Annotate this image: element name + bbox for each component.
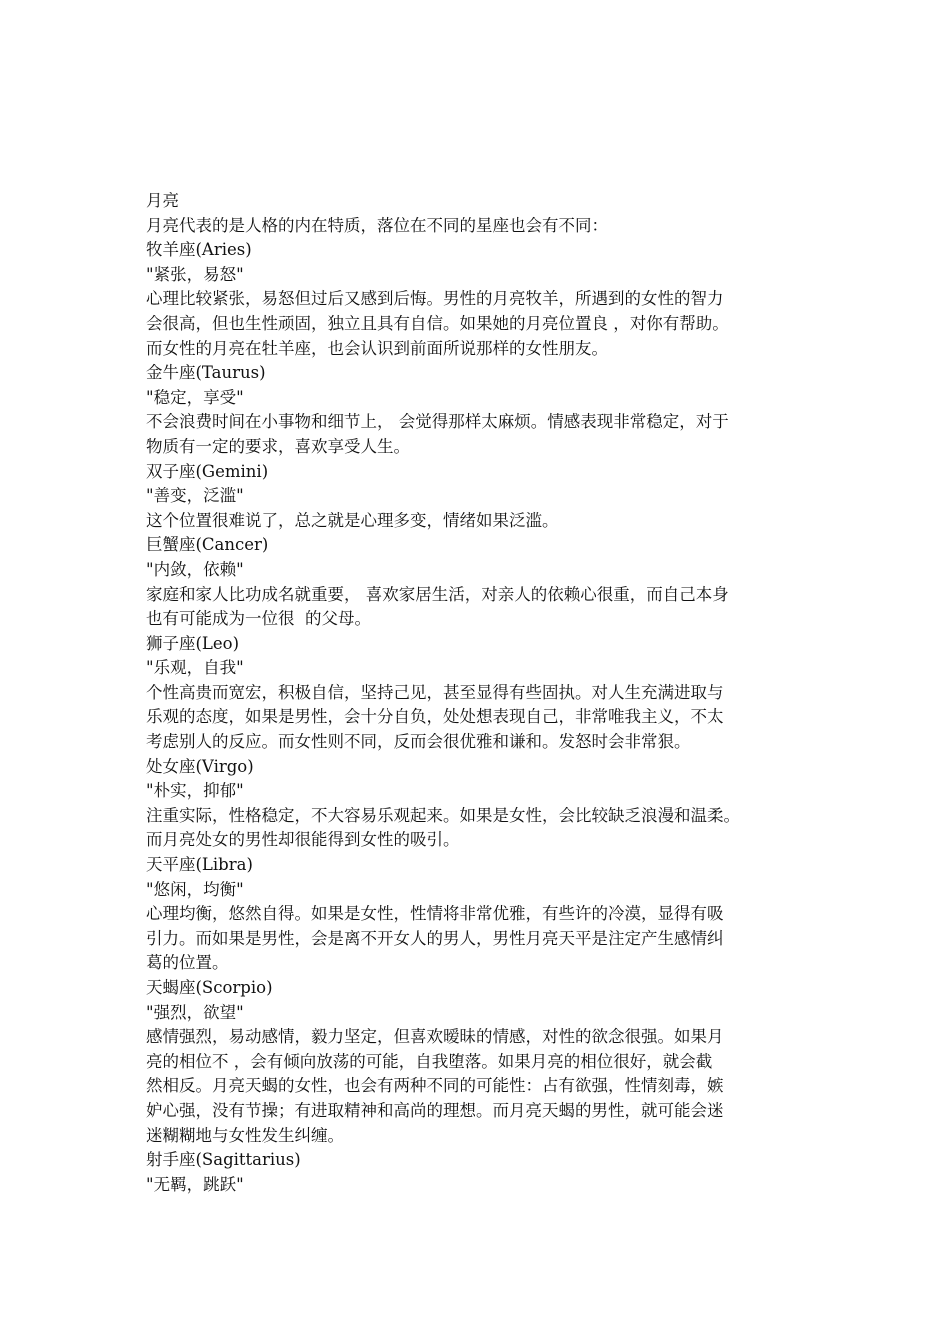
- sign-section: [146, 533, 814, 631]
- sign-description-line: 妒心强，没有节操；有进取精神和高尚的理想。而月亮天蝎的男性，就可能会迷: [146, 1100, 724, 1120]
- sign-section: [146, 853, 814, 976]
- sign-description-line: 家庭和家人比功成名就重要， 喜欢家居生活，对亲人的依赖心很重，而自己本身: [146, 584, 729, 604]
- sign-section: [146, 361, 814, 459]
- sign-description-line: 引力。而如果是男性，会是离不开女人的男人，男性月亮天平是注定产生感情纠: [146, 928, 724, 948]
- sign-keywords: "朴实，抑郁": [146, 781, 244, 801]
- sign-description-line: 会很高，但也生性顽固，独立且具有自信。如果她的月亮位置良 ，对你有帮助。: [146, 313, 729, 333]
- sign-name: 双子座(Gemini): [146, 461, 269, 481]
- sign-description-line: 这个位置很难说了，总之就是心理多变，情绪如果泛滥。: [146, 510, 559, 530]
- sign-keywords: "乐观，自我": [146, 658, 244, 678]
- sign-description-line: 感情强烈，易动感情，毅力坚定，但喜欢暧昧的情感，对性的欲念很强。如果月: [146, 1027, 724, 1047]
- sign-keywords: "善变，泛滥": [146, 486, 244, 506]
- document-intro: 月亮代表的是人格的内在特质，落位在不同的星座也会有不同：: [146, 215, 608, 235]
- sign-description-line: 不会浪费时间在小事物和细节上， 会觉得那样太麻烦。情感表现非常稳定，对于: [146, 412, 729, 432]
- sign-description-line: 物质有一定的要求，喜欢享受人生。: [146, 436, 410, 456]
- sign-keywords: "内敛，依赖": [146, 559, 244, 579]
- sign-name: 牧羊座(Aries): [146, 240, 252, 260]
- sign-description-line: 心理均衡，悠然自得。如果是女性，性情将非常优雅，有些许的冷漠，显得有吸: [146, 904, 724, 924]
- sign-description-line: 心理比较紧张，易怒但过后又感到后悔。男性的月亮牧羊，所遇到的女性的智力: [146, 289, 724, 309]
- sign-section: [146, 238, 814, 361]
- sign-name: 射手座(Sagittarius): [146, 1150, 301, 1170]
- document-title: 月亮: [146, 191, 179, 210]
- sign-description-line: 乐观的态度，如果是男性，会十分自负，处处想表现自己，非常唯我主义，不太: [146, 707, 724, 727]
- sign-name: 处女座(Virgo): [146, 756, 254, 776]
- sign-name: 金牛座(Taurus): [146, 363, 266, 383]
- sign-name: 狮子座(Leo): [146, 633, 240, 653]
- sign-section: [146, 632, 814, 755]
- sign-section: [146, 976, 814, 1148]
- sign-name: 天蝎座(Scorpio): [146, 978, 273, 997]
- sign-description-line: 也有可能成为一位很 的父母。: [146, 609, 371, 629]
- sign-section: [146, 460, 814, 534]
- sign-keywords: "强烈，欲望": [146, 1002, 244, 1022]
- sign-keywords: "稳定，享受": [146, 387, 244, 407]
- sign-description-line: 而女性的月亮在牡羊座，也会认识到前面所说那样的女性朋友。: [146, 338, 608, 358]
- sign-section: [146, 755, 814, 853]
- sign-keywords: "无羁，跳跃": [146, 1174, 244, 1194]
- sign-description-line: 然相反。月亮天蝎的女性，也会有两种不同的可能性：占有欲强，性情刻毒，嫉: [146, 1076, 724, 1096]
- document-page: [146, 189, 814, 1197]
- sign-description-line: 亮的相位不 ，会有倾向放荡的可能，自我堕落。如果月亮的相位很好，就会截: [146, 1051, 713, 1071]
- sign-name: 巨蟹座(Cancer): [146, 535, 269, 555]
- sign-name: 天平座(Libra): [146, 855, 253, 875]
- sign-description-line: 葛的位置。: [146, 953, 229, 973]
- sign-list: [146, 238, 814, 1197]
- sign-description-line: 迷糊糊地与女性发生纠缠。: [146, 1125, 344, 1145]
- sign-description-line: 注重实际，性格稳定，不大容易乐观起来。如果是女性，会比较缺乏浪漫和温柔。: [146, 805, 740, 825]
- sign-keywords: "悠闲，均衡": [146, 879, 244, 899]
- sign-description-line: 个性高贵而宽宏，积极自信，坚持己见，甚至显得有些固执。对人生充满进取与: [146, 682, 724, 702]
- sign-description-line: 考虑别人的反应。而女性则不同，反而会很优雅和谦和。发怒时会非常狠。: [146, 732, 691, 752]
- sign-section: [146, 1148, 814, 1197]
- sign-keywords: "紧张，易怒": [146, 264, 244, 284]
- sign-description-line: 而月亮处女的男性却很能得到女性的吸引。: [146, 830, 460, 850]
